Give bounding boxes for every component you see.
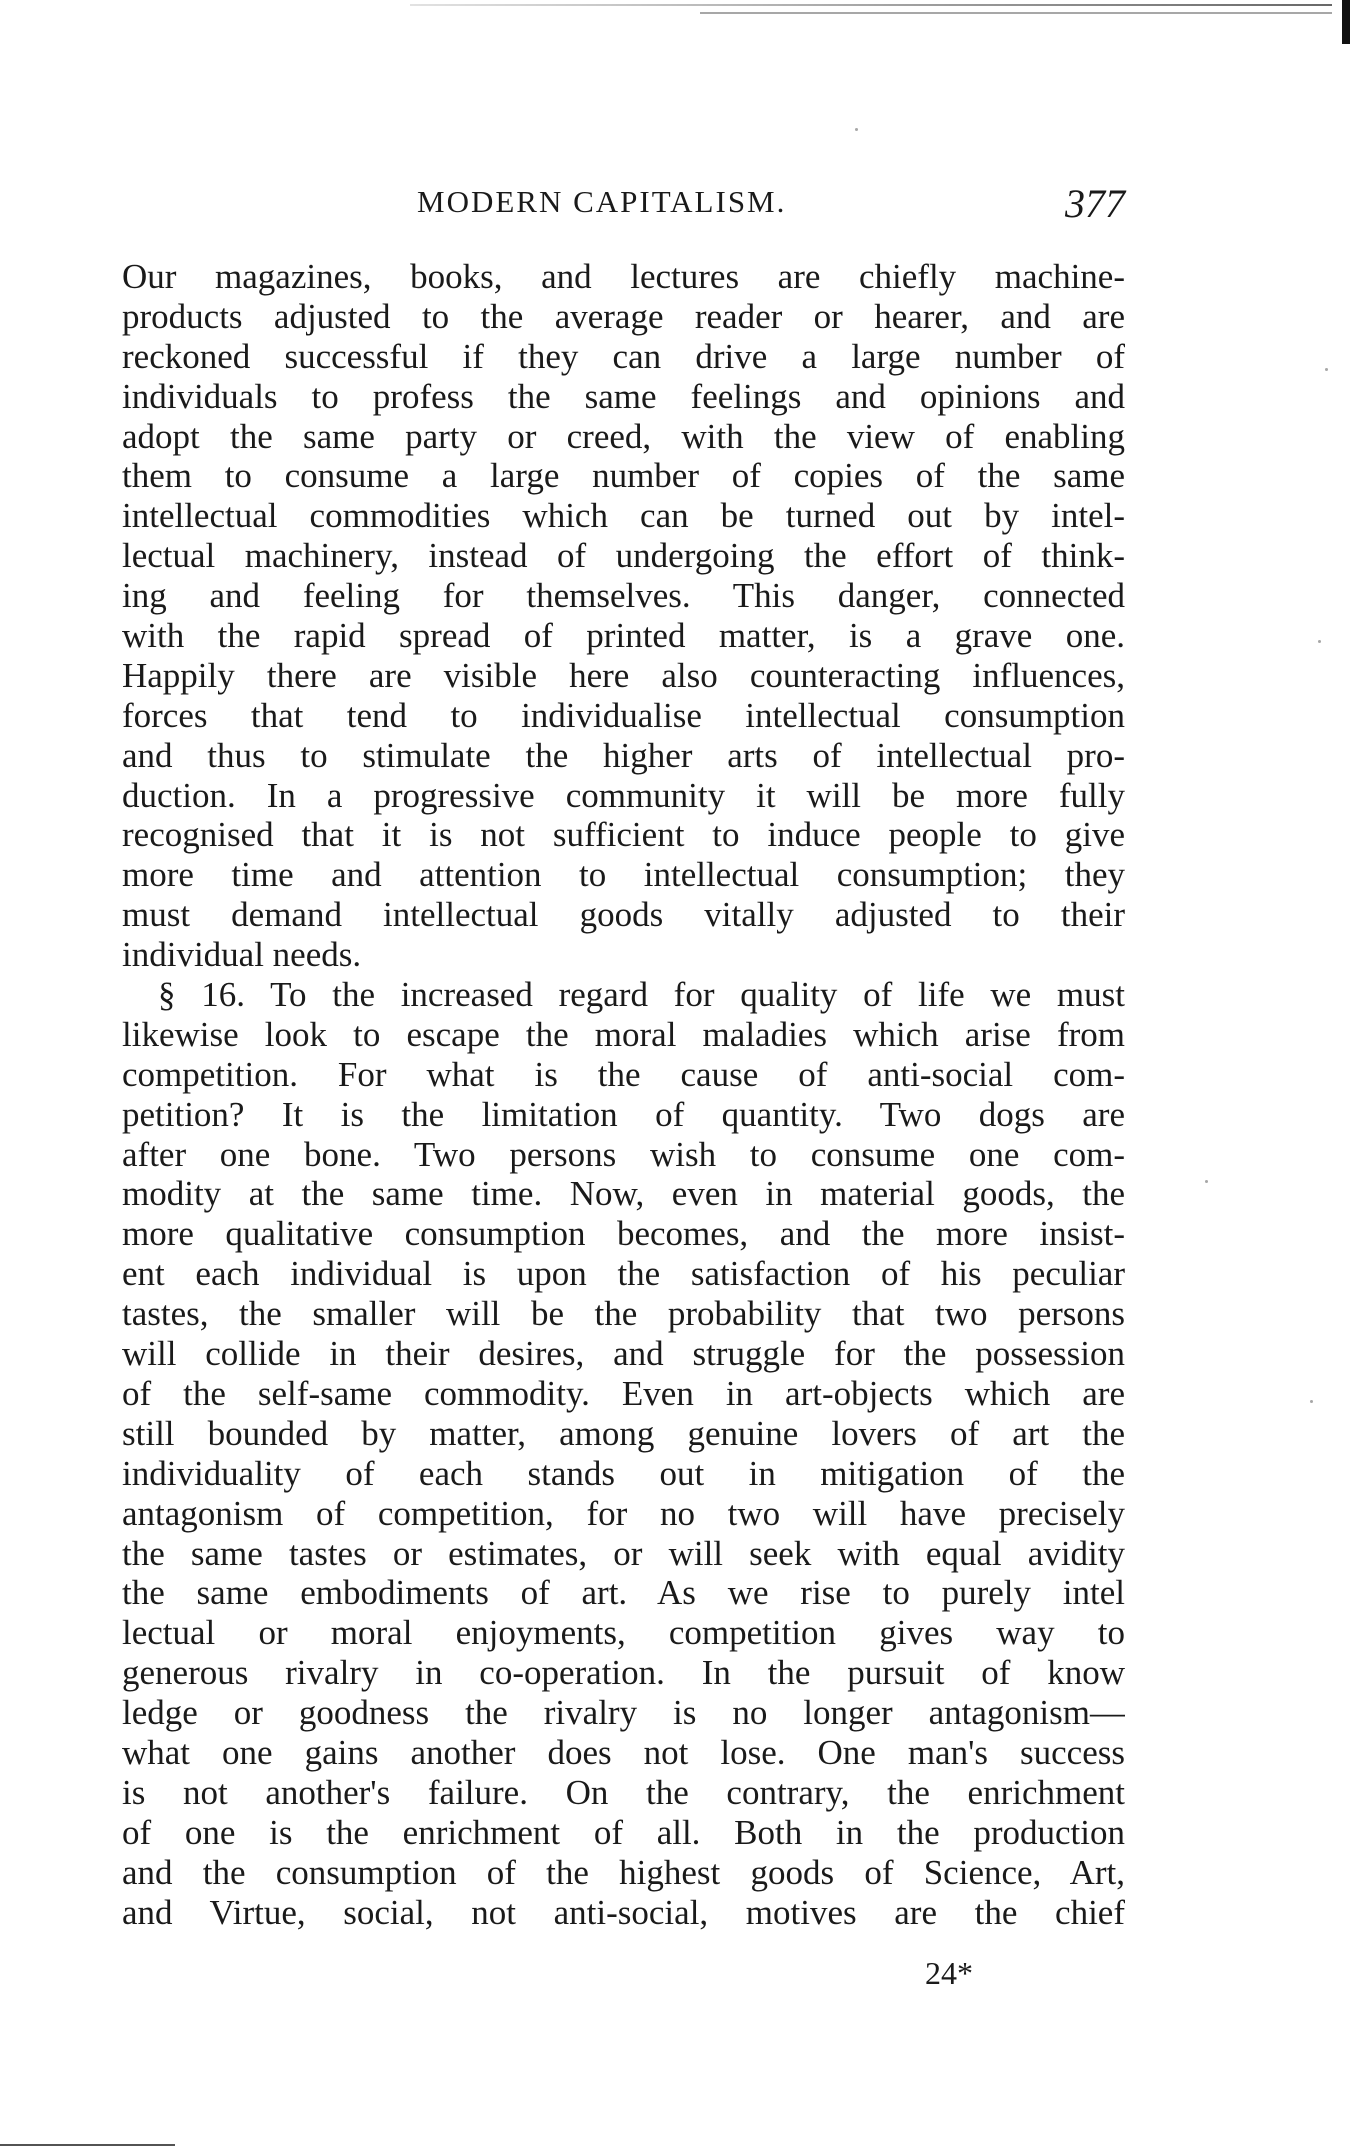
running-title: MODERN CAPITALISM. <box>417 184 787 219</box>
text-line: lectual or moral enjoyments, competition gives way to <box>122 1613 1125 1653</box>
text-line: the same tastes or estimates, or will seek with equal avidity <box>122 1533 1125 1573</box>
scan-artifact-bottom-rule <box>0 2144 175 2146</box>
text-line: with the rapid spread of printed matter, is a grave one. <box>122 616 1125 656</box>
body-text <box>122 257 1125 1932</box>
text-line: Our magazines, books, and lectures are chiefly machine- <box>122 257 1125 296</box>
text-line: modity at the same time. Now, even in material goods, the <box>122 1174 1125 1214</box>
text-line: tastes, the smaller will be the probability that two persons <box>122 1294 1125 1334</box>
text-line: of one is the enrichment of all. Both in the production <box>122 1812 1125 1852</box>
text-line: duction. In a progressive community it will be more fully <box>122 775 1125 815</box>
text-line: of the self-same commodity. Even in art-objects which are <box>122 1373 1125 1413</box>
page-number: 377 <box>1065 181 1125 226</box>
text-line: intellectual commodities which can be turned out by intel- <box>122 496 1125 536</box>
text-line: reckoned successful if they can drive a large number of <box>122 336 1125 376</box>
text-line: individuals to profess the same feelings and opinions and <box>122 376 1125 416</box>
text-line: and Virtue, social, not anti-social, motives are the chief <box>122 1892 1125 1932</box>
text-line: individuality of each stands out in mitigation of the <box>122 1453 1125 1493</box>
scan-artifact-top-rule-secondary <box>700 12 1332 14</box>
text-line: lectual machinery, instead of undergoing the effort of think- <box>122 536 1125 576</box>
text-line: will collide in their desires, and struggle for the possession <box>122 1334 1125 1374</box>
text-line: forces that tend to individualise intellectual consumption <box>122 695 1125 735</box>
text-line: and the consumption of the highest goods of Science, Art, <box>122 1852 1125 1892</box>
text-line: more qualitative consumption becomes, and the more insist- <box>122 1214 1125 1254</box>
text-line: more time and attention to intellectual consumption; they <box>122 855 1125 895</box>
text-line: ing and feeling for themselves. This danger, connected <box>122 576 1125 616</box>
text-line: generous rivalry in co-operation. In the pursuit of know <box>122 1653 1125 1693</box>
text-line: petition? It is the limitation of quantity. Two dogs are <box>122 1094 1125 1134</box>
text-line: and thus to stimulate the higher arts of intellectual pro- <box>122 735 1125 775</box>
text-line: Happily there are visible here also counteracting influences, <box>122 655 1125 695</box>
text-line: still bounded by matter, among genuine lovers of art the <box>122 1413 1125 1453</box>
text-line: products adjusted to the average reader or hearer, and are <box>122 296 1125 336</box>
text-line: the same embodiments of art. As we rise to purely intel <box>122 1573 1125 1613</box>
text-line: competition. For what is the cause of anti-social com- <box>122 1054 1125 1094</box>
text-line: recognised that it is not sufficient to induce people to give <box>122 815 1125 855</box>
scan-artifact-top-rule <box>410 4 1332 6</box>
text-line: ent each individual is upon the satisfaction of his peculiar <box>122 1254 1125 1294</box>
text-line: what one gains another does not lose. One man's success <box>122 1732 1125 1772</box>
text-line: ledge or goodness the rivalry is no longer antagonism— <box>122 1693 1125 1733</box>
section-start-line: § 16. To the increased regard for quality of life we must <box>158 975 1125 1015</box>
text-line: likewise look to escape the moral maladies which arise from <box>122 1014 1125 1054</box>
text-line: antagonism of competition, for no two will have precisely <box>122 1493 1125 1533</box>
signature-mark: 24* <box>925 1955 973 1991</box>
paragraph-end-line: individual needs. <box>122 935 362 975</box>
running-head <box>120 180 1125 230</box>
text-line: them to consume a large number of copies of the same <box>122 456 1125 496</box>
text-line: is not another's failure. On the contrary, the enrichment <box>122 1772 1125 1812</box>
text-line: after one bone. Two persons wish to consume one com- <box>122 1134 1125 1174</box>
text-line: adopt the same party or creed, with the view of enabling <box>122 416 1125 456</box>
scan-artifact-edge <box>1342 0 1350 44</box>
text-line: must demand intellectual goods vitally adjusted to their <box>122 895 1125 935</box>
